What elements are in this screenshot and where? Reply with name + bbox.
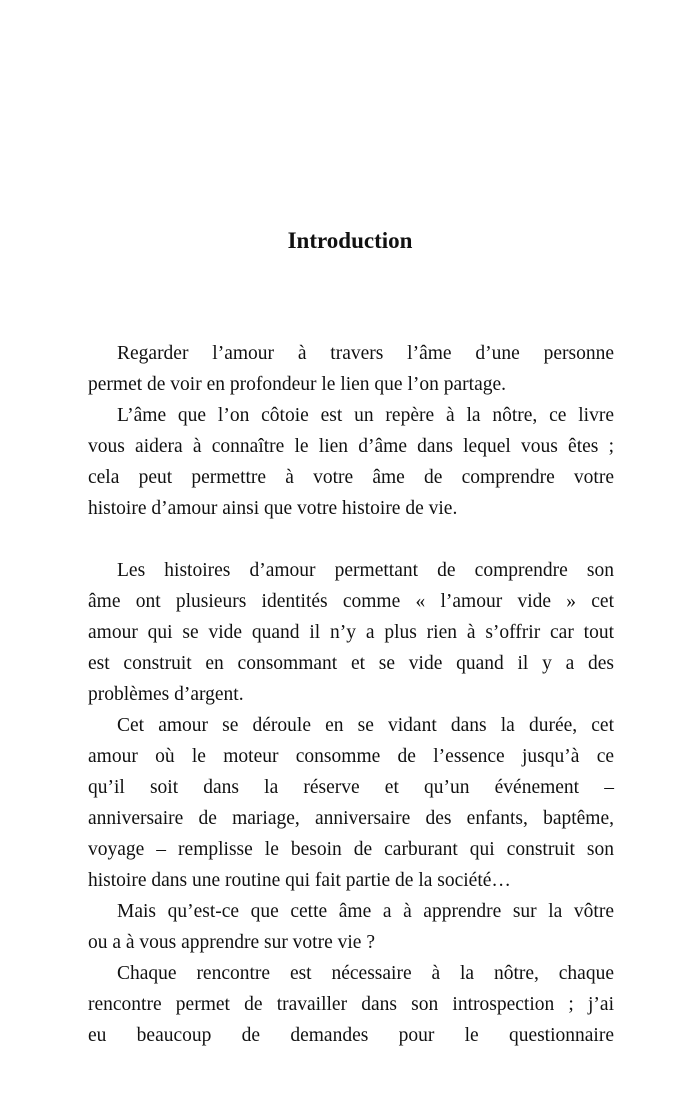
- text-line: Mais qu’est-ce que cette âme a à apprendre sur la vôtre: [117, 901, 614, 922]
- text-line: permet de voir en profondeur le lien que l’on partage.: [88, 374, 507, 395]
- text-line: vous aidera à connaître le lien d’âme dans lequel vous êtes ;: [88, 436, 614, 457]
- text-line: L’âme que l’on côtoie est un repère à la nôtre, ce livre: [117, 405, 614, 426]
- text-line: Chaque rencontre est nécessaire à la nôtre, chaque: [117, 963, 614, 984]
- text-line: cela peut permettre à votre âme de comprendre votre: [88, 467, 614, 488]
- chapter-title: Introduction: [287, 228, 413, 253]
- text-line: ou a à vous apprendre sur votre vie ?: [88, 932, 375, 953]
- text-line: eu beaucoup de demandes pour le questionnaire: [88, 1025, 614, 1046]
- text-line: Cet amour se déroule en se vidant dans la durée, cet: [117, 715, 614, 736]
- paragraph-gap: [88, 524, 614, 555]
- text-line: âme ont plusieurs identités comme « l’amour vide » cet: [88, 591, 614, 612]
- text-line: Les histoires d’amour permettant de comprendre son: [117, 560, 614, 581]
- text-line: rencontre permet de travailler dans son introspection ; j’ai: [88, 994, 614, 1015]
- text-line: amour qui se vide quand il n’y a plus rien à s’offrir car tout: [88, 622, 614, 643]
- text-line: Regarder l’amour à travers l’âme d’une personne: [117, 343, 614, 364]
- text-line: problèmes d’argent.: [88, 684, 244, 705]
- text-line: amour où le moteur consomme de l’essence jusqu’à ce: [88, 746, 614, 767]
- body-text: [88, 338, 614, 1051]
- text-line: est construit en consommant et se vide quand il y a des: [88, 653, 614, 674]
- text-line: voyage – remplisse le besoin de carburant qui construit son: [88, 839, 614, 860]
- text-line: anniversaire de mariage, anniversaire des enfants, baptême,: [88, 808, 614, 829]
- text-line: qu’il soit dans la réserve et qu’un événement –: [88, 777, 614, 798]
- text-line: histoire d’amour ainsi que votre histoire de vie.: [88, 498, 458, 519]
- text-line: histoire dans une routine qui fait partie de la société…: [88, 870, 511, 891]
